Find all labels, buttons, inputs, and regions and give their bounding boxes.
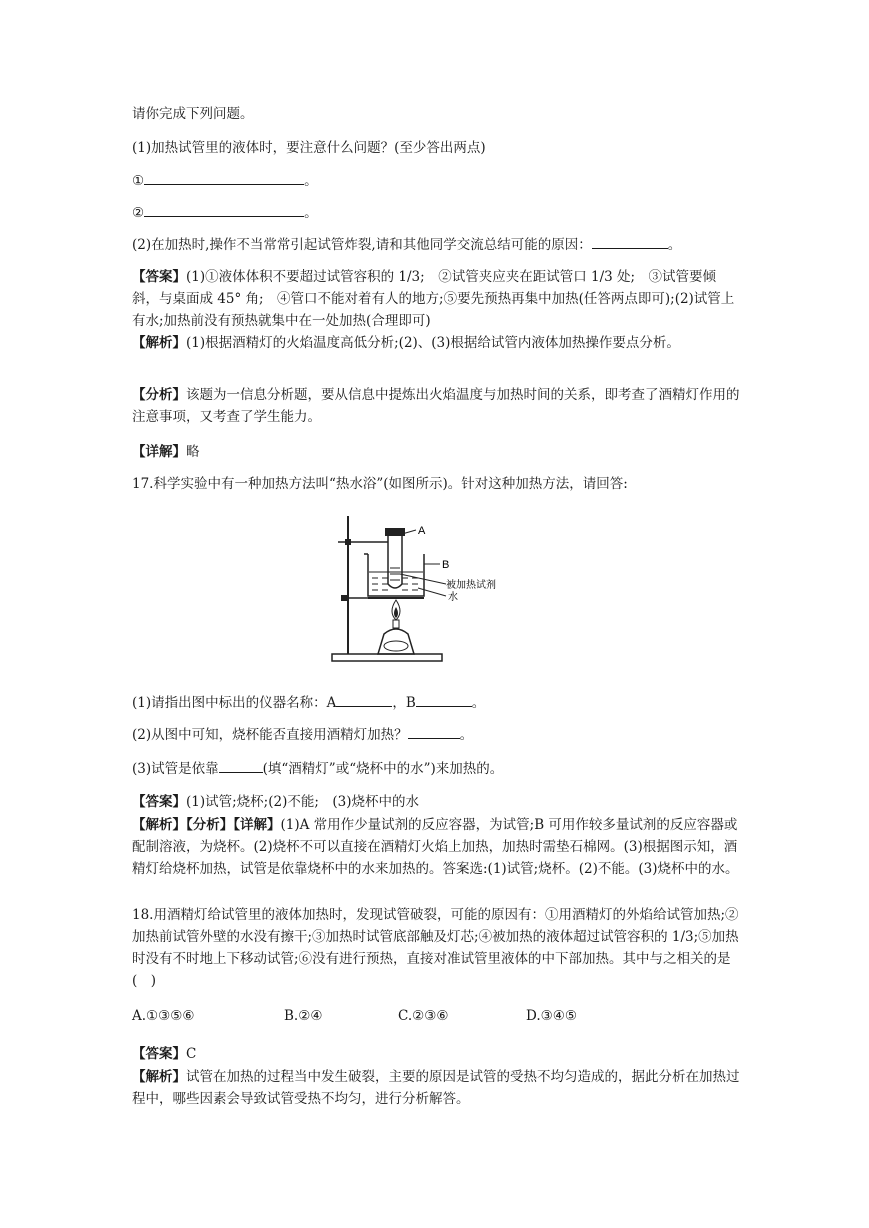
water-bath-figure bbox=[328, 508, 508, 670]
option-d[interactable]: D.③④⑤ bbox=[526, 1008, 577, 1024]
fenxi-16 bbox=[132, 384, 742, 428]
question-17: 17.科学实验中有一种加热方法叫“热水浴”(如图所示)。针对这种加热方法，请回答: bbox=[132, 476, 628, 492]
label-b: B bbox=[442, 559, 450, 571]
question-text: (1)请指出图中标出的仪器名称：A bbox=[132, 695, 337, 711]
label-a: A bbox=[418, 525, 426, 537]
analysis-tag: 【解析】 bbox=[132, 1069, 186, 1085]
answer-text: C bbox=[186, 1046, 197, 1062]
period: 。 bbox=[304, 173, 318, 189]
fill-blank-a[interactable] bbox=[336, 692, 392, 707]
fill-blank-b[interactable] bbox=[416, 692, 472, 707]
period: 。 bbox=[304, 205, 318, 221]
detail-text: 略 bbox=[186, 444, 200, 460]
option-c[interactable]: C.②③⑥ bbox=[398, 1008, 449, 1024]
fenxi-text: 该题为一信息分析题，要从信息中提炼出火焰温度与加热时间的关系，即考查了酒精灯作用的注意事项，又考查了学生能力。 bbox=[132, 387, 740, 425]
question-16-part-2 bbox=[132, 234, 681, 255]
analysis-text: (1)根据酒精灯的火焰温度高低分析;(2)、(3)根据给试管内液体加热操作要点分析。 bbox=[186, 335, 680, 351]
circled-1: ① bbox=[132, 173, 145, 189]
detail-tag: 【详解】 bbox=[132, 444, 186, 460]
analysis-tag: 【解析】 bbox=[132, 335, 186, 351]
fill-blank[interactable] bbox=[408, 724, 460, 739]
label-water: 水 bbox=[448, 592, 458, 603]
analysis-17 bbox=[132, 814, 742, 880]
answer-17 bbox=[132, 792, 419, 812]
answer-text: (1)①液体体积不要超过试管容积的 1/3; ②试管夹应夹在距试管口 1/3 处; ③试管要倾斜，与桌面成 45° 角; ④管口不能对着有人的地方;⑤要先预热再集中加热(任答两点即可);(2)试管上有水;加热前没有预热就集中在一处加热(合理即可) bbox=[132, 269, 735, 329]
answer-blank-1 bbox=[132, 170, 318, 191]
question-17-part-3 bbox=[132, 758, 503, 779]
label-reagent: 被加热试剂 bbox=[446, 580, 496, 591]
intro-line: 请你完成下列问题。 bbox=[132, 106, 254, 122]
option-b[interactable]: B.②④ bbox=[284, 1008, 323, 1024]
answer-16 bbox=[132, 266, 742, 332]
period: 。 bbox=[667, 237, 682, 253]
question-text: (3)试管是依靠 bbox=[132, 761, 219, 777]
answer-text: (1)试管;烧杯;(2)不能; (3)烧杯中的水 bbox=[186, 794, 420, 810]
fill-blank[interactable] bbox=[592, 234, 668, 249]
analysis-tag: 【解析】【分析】【详解】 bbox=[132, 817, 281, 833]
question-text: (2)在加热时,操作不当常常引起试管炸裂,请和其他同学交流总结可能的原因： bbox=[132, 237, 592, 253]
question-text: ，B bbox=[392, 695, 416, 711]
option-a[interactable]: A.①③⑤⑥ bbox=[132, 1008, 195, 1024]
answer-tag: 【答案】 bbox=[132, 794, 186, 810]
analysis-text: (1)A 常用作少量试剂的反应容器，为试管;B 可用作较多量试剂的反应容器或配制溶液，为烧杯。(2)烧杯不可以直接在酒精灯火焰上加热，加热时需垫石棉网。(3)根据图示知，酒精灯给烧杯加热，试管是依靠烧杯中的水来加热的。答案选:(1)试管;烧杯。(2)不能。(3)烧杯中的水。 bbox=[132, 817, 739, 877]
question-text: (填“酒精灯”或“烧杯中的水”)来加热的。 bbox=[262, 761, 504, 777]
fenxi-tag: 【分析】 bbox=[132, 387, 186, 403]
question-17-part-1 bbox=[132, 692, 485, 713]
analysis-18 bbox=[132, 1066, 742, 1110]
question-16-part-1: (1)加热试管里的液体时，要注意什么问题？(至少答出两点) bbox=[132, 140, 486, 156]
period: 。 bbox=[471, 695, 486, 711]
fill-blank[interactable] bbox=[144, 202, 304, 217]
question-18: 18.用酒精灯给试管里的液体加热时，发现试管破裂，可能的原因有：①用酒精灯的外焰给试管加热;②加热前试管外壁的水没有擦干;③加热时试管底部触及灯芯;④被加热的液体超过试管容积的 1/3;⑤加热时没有不时地上下移动试管;⑥没有进行预热，直接对准试管里液体的中下部加热。其中与之相关的是( ) bbox=[132, 907, 739, 989]
question-text: (2)从图中可知，烧杯能否直接用酒精灯加热？ bbox=[132, 727, 408, 743]
circled-2: ② bbox=[132, 205, 145, 221]
answer-tag: 【答案】 bbox=[132, 1046, 186, 1062]
fill-blank[interactable] bbox=[219, 758, 263, 773]
fill-blank[interactable] bbox=[144, 170, 304, 185]
period: 。 bbox=[459, 727, 474, 743]
answer-tag: 【答案】 bbox=[132, 269, 186, 285]
answer-18 bbox=[132, 1044, 196, 1064]
analysis-16 bbox=[132, 332, 742, 354]
question-17-part-2 bbox=[132, 724, 473, 745]
detail-16 bbox=[132, 442, 200, 462]
water-bath-diagram bbox=[328, 508, 508, 670]
analysis-text: 试管在加热的过程当中发生破裂，主要的原因是试管的受热不均匀造成的，据此分析在加热过程中，哪些因素会导致试管受热不均匀，进行分析解答。 bbox=[132, 1069, 740, 1107]
answer-blank-2 bbox=[132, 202, 318, 223]
